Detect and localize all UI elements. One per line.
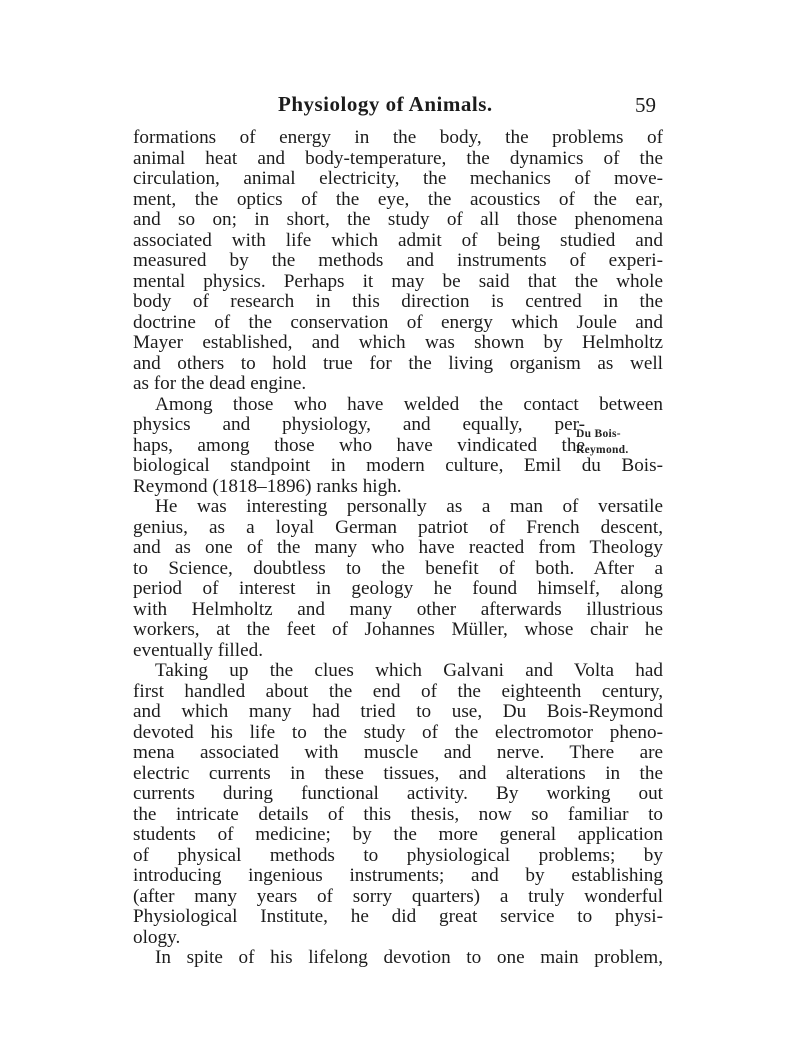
text-line: In spite of his lifelong devotion to one main problem, [155,947,663,968]
text-line: He was interesting personally as a man of versatile [155,496,663,517]
text-line: measured by the methods and instruments of experi- [133,250,663,271]
text-line: with Helmholtz and many other afterwards illustrious [133,598,663,620]
text-line: haps, among those who have vindicated the [133,434,585,456]
page-number: 59 [635,93,656,117]
text-line: biological standpoint in modern culture, Emil du Bois- [133,455,663,476]
margin-note-line-1: Du Bois- [576,428,621,440]
paragraph-4 [133,661,663,948]
paragraph-3 [133,497,663,661]
text-line: the intricate details of this thesis, now so familiar to [133,803,663,825]
text-line: period of interest in geology he found himself, along [133,578,663,599]
text-line: students of medicine; by the more general application [133,824,663,845]
text-line: and others to hold true for the living organism as well [133,352,663,374]
text-line: currents during functional activity. By working out [133,783,663,804]
text-line: devoted his life to the study of the electromotor pheno- [133,721,663,743]
text-line: Among those who have welded the contact between [155,393,663,415]
text-line: electric currents in these tissues, and alterations in the [133,762,663,784]
text-line: circulation, animal electricity, the mechanics of move- [133,168,663,189]
text-line: Reymond (1818–1896) ranks high. [133,475,402,497]
text-line: eventually filled. [133,639,264,661]
text-line: physics and physiology, and equally, per- [133,414,585,435]
text-line: ment, the optics of the eye, the acoustics of the ear, [133,188,663,210]
text-line: to Science, doubtless to the benefit of both. After a [133,557,663,579]
text-line: formations of energy in the body, the problems of [133,127,663,148]
text-line: (after many years of sorry quarters) a truly wonderful [133,885,663,907]
paragraph-2 [133,395,663,498]
text-line: mena associated with muscle and nerve. There are [133,742,663,763]
text-line: and as one of the many who have reacted from Theology [133,537,663,558]
paragraph-1 [133,128,663,395]
text-line: and so on; in short, the study of all those phenomena [133,209,663,230]
text-line: first handled about the end of the eighteenth century, [133,680,663,702]
body-text [133,128,663,969]
text-line: doctrine of the conservation of energy which Joule and [133,311,663,333]
text-line: introducing ingenious instruments; and by establishing [133,865,663,886]
paragraph-5 [133,948,663,969]
text-line: mental physics. Perhaps it may be said that the whole [133,270,663,292]
text-line: animal heat and body-temperature, the dynamics of the [133,147,663,169]
running-title: Physiology of Animals. [278,92,493,116]
text-line: Mayer established, and which was shown by Helmholtz [133,332,663,353]
page-header [130,92,660,122]
text-line: and which many had tried to use, Du Bois-Reymond [133,701,663,722]
margin-note-line-2: Reymond. [576,444,629,456]
text-line: workers, at the feet of Johannes Müller, whose chair he [133,619,663,640]
text-line: associated with life which admit of being studied and [133,229,663,251]
text-line: as for the dead engine. [133,373,307,394]
text-line: of physical methods to physiological problems; by [133,844,663,866]
text-line: Physiological Institute, he did great service to physi- [133,906,663,927]
text-line: Taking up the clues which Galvani and Volta had [155,660,663,681]
text-line: body of research in this direction is centred in the [133,291,663,312]
text-line: ology. [133,926,181,948]
text-line: genius, as a loyal German patriot of French descent, [133,516,663,538]
